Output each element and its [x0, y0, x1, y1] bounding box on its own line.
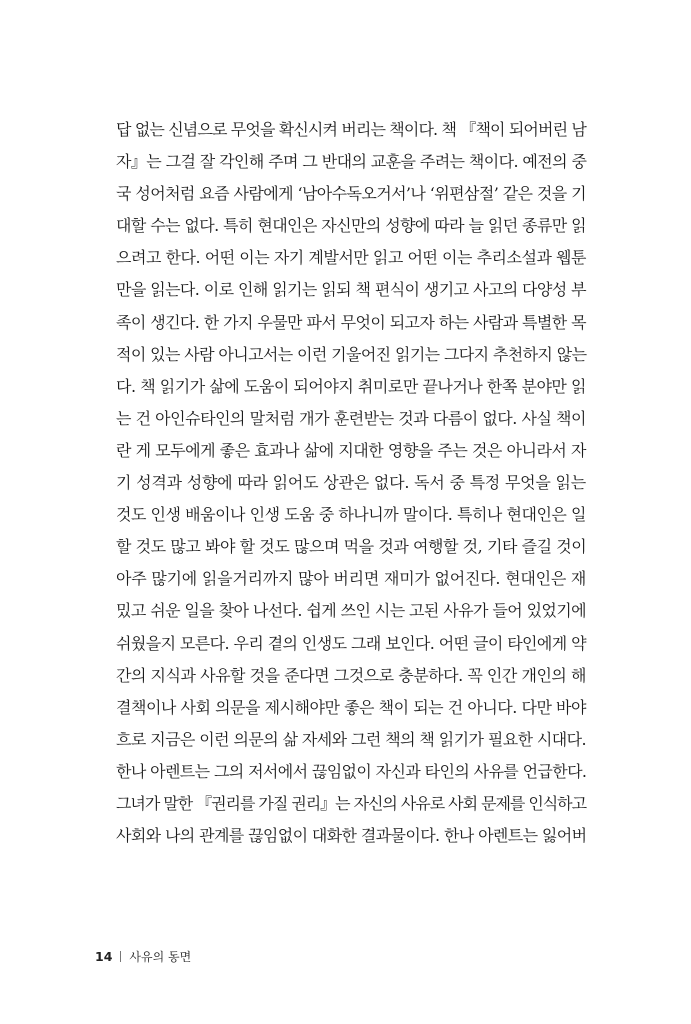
text-line: 란 게 모두에게 좋은 효과나 삶에 지대한 영향을 주는 것은 아니라서 자: [116, 440, 586, 460]
text-line: 한나 아렌트는 그의 저서에서 끊임없이 자신과 타인의 사유를 언급한다.: [116, 761, 587, 781]
running-title: 사유의 동면: [129, 950, 192, 964]
text-line: 할 것도 많고 봐야 할 것도 많으며 먹을 것과 여행할 것, 기타 즐길 것이: [116, 537, 587, 557]
text-line: 만을 읽는다. 이로 인해 읽기는 읽되 책 편식이 생기고 사고의 다양성 부: [116, 280, 586, 300]
footer-divider: [120, 951, 121, 962]
text-line: 흐로 지금은 이런 의문의 삶 자세와 그런 책의 책 읽기가 필요한 시대다.: [116, 729, 586, 749]
page-footer: [95, 947, 191, 967]
text-line: 다. 책 읽기가 삶에 도움이 되어야지 취미로만 끝나거나 한쪽 분야만 읽: [116, 376, 586, 396]
text-line: 밌고 쉬운 일을 찾아 나선다. 쉽게 쓰인 시는 고된 사유가 들어 있었기에: [116, 601, 586, 621]
text-line: 족이 생긴다. 한 가지 우물만 파서 무엇이 되고자 하는 사람과 특별한 목: [116, 312, 586, 332]
text-line: 아주 많기에 읽을거리까지 많아 버리면 재미가 없어진다. 현대인은 재: [116, 569, 587, 589]
text-line: 국 성어처럼 요즘 사람에게 ‘남아수독오거서’나 ‘위편삼절’ 같은 것을 기: [116, 184, 586, 204]
text-line: 자』는 그걸 잘 각인해 주며 그 반대의 교훈을 주려는 책이다. 예전의 중: [116, 152, 587, 172]
text-line: 기 성격과 성향에 따라 읽어도 상관은 없다. 독서 중 특정 무엇을 읽는: [116, 473, 586, 493]
text-line: 답 없는 신념으로 무엇을 확신시켜 버리는 책이다. 책 『책이 되어버린 남: [116, 120, 586, 139]
text-line: 쉬웠을지 모른다. 우리 곁의 인생도 그래 보인다. 어떤 글이 타인에게 약: [116, 633, 586, 653]
text-line: 그녀가 말한 『권리를 가질 권리』는 자신의 사유로 사회 문제를 인식하고: [116, 793, 586, 813]
text-line: 결책이나 사회 의문을 제시해야만 좋은 책이 되는 건 아니다. 다만 바야: [116, 697, 586, 717]
page-number: 14: [95, 949, 113, 964]
body-text: [116, 114, 586, 852]
text-line: 간의 지식과 사유할 것을 준다면 그것으로 충분하다. 꼭 인간 개인의 해: [116, 665, 586, 685]
text-line: 대할 수는 없다. 특히 현대인은 자신만의 성향에 따라 늘 읽던 종류만 읽: [116, 216, 586, 236]
text-line: 사회와 나의 관계를 끊임없이 대화한 결과물이다. 한나 아렌트는 잃어버: [116, 826, 587, 846]
text-line: 으려고 한다. 어떤 이는 자기 계발서만 읽고 어떤 이는 추리소설과 웹툰: [116, 248, 586, 268]
text-line: 는 건 아인슈타인의 말처럼 개가 훈련받는 것과 다름이 없다. 사실 책이: [116, 408, 586, 428]
text-line: 적이 있는 사람 아니고서는 이런 기울어진 읽기는 그다지 추천하지 않는: [116, 344, 587, 364]
text-line: 것도 인생 배움이나 인생 도움 중 하나니까 말이다. 특히나 현대인은 일: [116, 505, 586, 525]
